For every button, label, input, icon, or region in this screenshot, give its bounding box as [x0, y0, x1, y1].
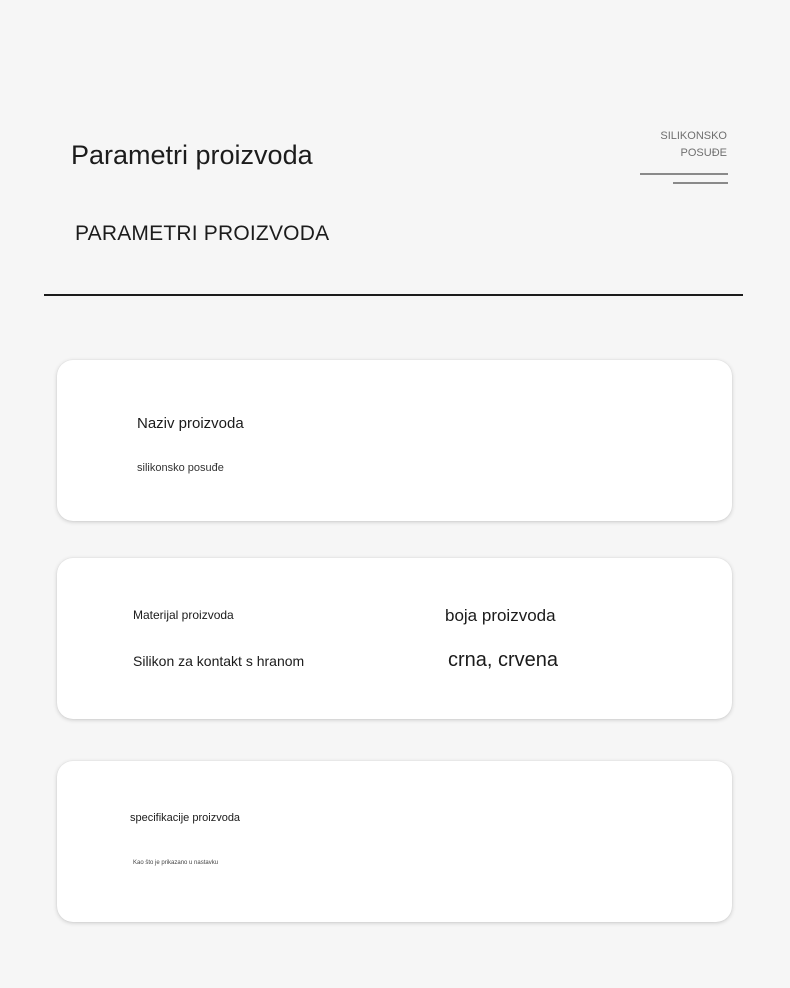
product-name-label: Naziv proizvoda: [137, 415, 244, 432]
brand-line-2: POSUĐE: [680, 147, 727, 159]
page-title: Parametri proizvoda: [71, 140, 313, 170]
section-subtitle: PARAMETRI PROIZVODA: [75, 222, 330, 245]
brand-label: [660, 128, 727, 162]
product-name-card: [57, 360, 732, 521]
decorative-line: [673, 182, 728, 184]
product-name-value: silikonsko posuđe: [137, 462, 224, 474]
decorative-line: [640, 173, 728, 175]
material-label: Materijal proizvoda: [133, 608, 234, 622]
divider: [44, 294, 743, 296]
material-color-card: [57, 558, 732, 719]
specification-label: specifikacije proizvoda: [130, 812, 241, 824]
color-value: crna, crvena: [448, 649, 559, 671]
specification-card: [57, 761, 732, 922]
brand-line-1: SILIKONSKO: [660, 130, 727, 142]
specification-value: Kao što je prikazano u nastavku: [133, 860, 219, 866]
material-value: Silikon za kontakt s hranom: [133, 653, 305, 669]
color-label: boja proizvoda: [445, 606, 556, 625]
